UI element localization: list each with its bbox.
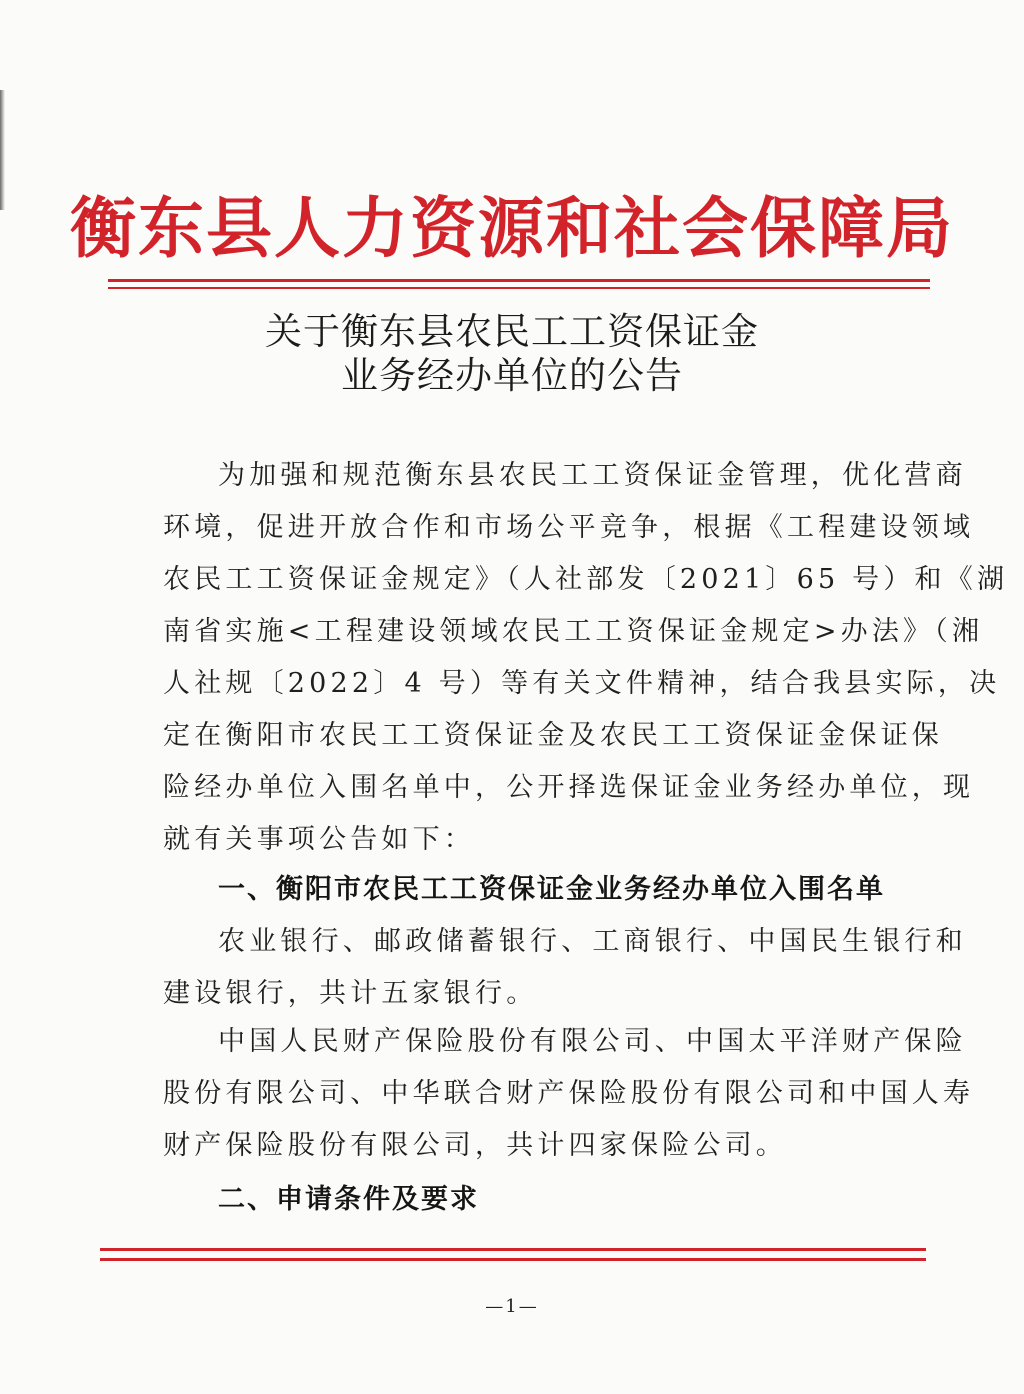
- letterhead-agency-name: 衡东县人力资源和社会保障局: [70, 189, 954, 267]
- letterhead-red-rule-thick: [108, 279, 930, 282]
- letterhead-red-rule-thin: [108, 287, 930, 289]
- intro-line-6: 定在衡阳市农民工工资保证金及农民工工资保证金保证保: [163, 720, 943, 751]
- banks-line-2: 建设银行，共计五家银行。: [163, 978, 538, 1009]
- intro-line-2: 环境，促进开放合作和市场公平竞争，根据《工程建设领域: [163, 512, 975, 543]
- document-title-line-2: 业务经办单位的公告: [341, 354, 683, 397]
- insurers-line-3: 财产保险股份有限公司，共计四家保险公司。: [163, 1130, 787, 1161]
- footer-red-rule-1: [100, 1248, 926, 1251]
- intro-line-5: 人社规〔2022〕4 号）等有关文件精神，结合我县实际，决: [163, 668, 1001, 699]
- intro-line-4: 南省实施<工程建设领域农民工工资保证金规定>办法》（湘: [163, 616, 984, 647]
- intro-line-7: 险经办单位入围名单中，公开择选保证金业务经办单位，现: [163, 772, 975, 803]
- intro-line-3: 农民工工资保证金规定》（人社部发〔2021〕65 号）和《湖: [163, 564, 1009, 595]
- section-1-heading: 一、衡阳市农民工工资保证金业务经办单位入围名单: [218, 874, 885, 905]
- page-number: —1—: [485, 1296, 539, 1317]
- document-title-line-1: 关于衡东县农民工工资保证金: [265, 310, 759, 353]
- intro-line-8: 就有关事项公告如下：: [163, 824, 475, 855]
- intro-line-1: 为加强和规范衡东县农民工工资保证金管理，优化营商: [218, 460, 967, 491]
- section-2-heading: 二、申请条件及要求: [218, 1184, 479, 1215]
- banks-line-1: 农业银行、邮政储蓄银行、工商银行、中国民生银行和: [218, 926, 967, 957]
- insurers-line-1: 中国人民财产保险股份有限公司、中国太平洋财产保险: [218, 1026, 967, 1057]
- insurers-line-2: 股份有限公司、中华联合财产保险股份有限公司和中国人寿: [163, 1078, 975, 1109]
- footer-red-rule-2: [100, 1258, 926, 1261]
